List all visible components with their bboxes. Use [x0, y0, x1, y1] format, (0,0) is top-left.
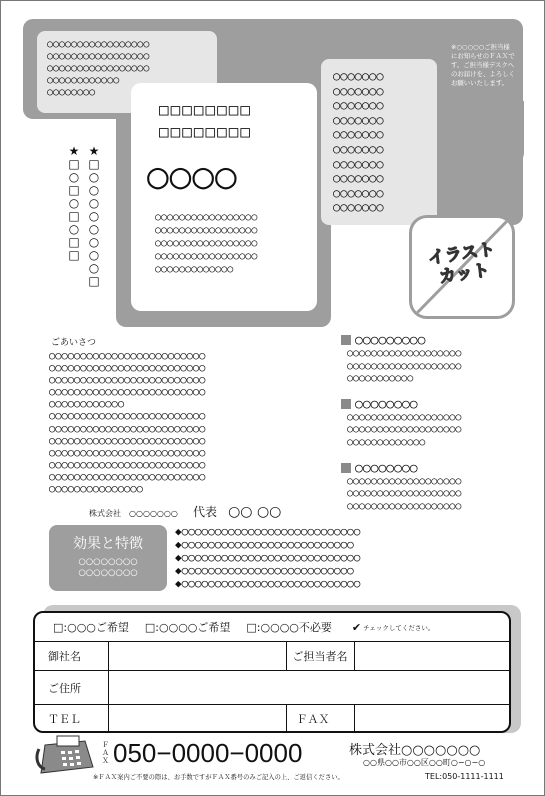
square-bullet-icon [341, 335, 351, 345]
check-note: チェックしてください。 [363, 623, 435, 632]
point-title: ○○○○○○○○ [341, 461, 531, 476]
point-title: ○○○○○○○○ [341, 397, 531, 412]
right-card [321, 59, 437, 225]
center-card [131, 83, 317, 311]
center-big-circles: ○○○○ [147, 156, 238, 197]
company-field[interactable] [108, 642, 286, 671]
footer-address: ○○県○○市○○区○○町○−○−○ [363, 758, 486, 767]
vertical-text-left: ★□○□○□○□□ [68, 144, 80, 262]
greeting-heading: ごあいさつ [51, 338, 97, 348]
person-field[interactable] [354, 642, 511, 671]
feature-item: ◆○○○○○○○○○○○○○○○○○○○○○○○○○○ [175, 564, 354, 577]
option-3-checkbox[interactable]: □:○○○○不必要 [246, 621, 332, 634]
center-card-text: ○○○○○○○○○○○○○○○○○ ○○○○○○○○○○○○○○○○○ ○○○○○○○○○○○○○○○○○ ○○○○○○○○○○○○○○○○○ ○○○○○○○○○○○○○ [155, 212, 258, 275]
greeting-signature [89, 501, 281, 520]
point-item [341, 333, 531, 386]
fax-field[interactable] [354, 705, 511, 734]
greeting-body: ○○○○○○○○○○○○○○○○○○○○○○○○○ ○○○○○○○○○○○○○○○○○○○○○○○○○ ○○○○○○○○○○○○○○○○○○○○○○○○○ ○○○○○○○○○○○○○○○○○○○○○○○○○ ○○○○○○○○○○○○ ○○○○○○○○○○○○○○○○○○○○○○○○○ ○○○○○○○○○○○○○○○○○○○○○○○○○ ○○○○○○○○○○○○○○○○○○○○○○○○○ ○○○○○○○○○○○○○○○○○○○○○○○○○ ○○○○○○○○○○○○○○○○○○○○○○○○○ ○○○○○○○○○○○○○○○○○○○○○○○○○ ○○○○○○○○○○○○○○○ [49, 350, 206, 496]
point-body: ○○○○○○○○○○○○○○○○○○○ ○○○○○○○○○○○○○○○○○○○ ○○○○○○○○○○○○○○○○○○○ [347, 475, 462, 512]
tel-field[interactable] [108, 705, 286, 734]
footer-tel: TEL:050-1111-1111 [425, 772, 504, 781]
center-squares: □□□□□□□□ □□□□□□□□ [159, 100, 253, 141]
form-table [34, 641, 511, 733]
right-card-text: ○○○○○○○ ○○○○○○○ ○○○○○○○ ○○○○○○○ ○○○○○○○ ○○○○○○○ ○○○○○○○ ○○○○○○○ ○○○○○○○ ○○○○○○○ [333, 69, 384, 215]
form-options-row [35, 613, 509, 641]
fax-number: 050−0000−0000 [113, 738, 303, 768]
features-label: 効果と特徴 [73, 536, 143, 552]
fax-label: ＦＡＸ [286, 705, 354, 734]
points-list [341, 333, 531, 513]
person-label: ご担当者名 [286, 642, 354, 671]
form-row-address [34, 671, 511, 705]
form-row-company [34, 642, 511, 671]
signature-name: ○○ ○○ [228, 504, 282, 520]
signature-rep: 代表 [192, 505, 217, 519]
signature-company: 株式会社 ○○○○○○○ [89, 509, 178, 518]
features-list [175, 525, 360, 590]
point-item [341, 461, 531, 514]
option-2-checkbox[interactable]: □:○○○○ご希望 [144, 621, 231, 634]
illustration-placeholder [409, 215, 515, 319]
option-1-checkbox[interactable]: □:○○○ご希望 [53, 621, 129, 634]
fax-vertical-label: ＦＡＸ [102, 741, 109, 765]
feature-item: ◆○○○○○○○○○○○○○○○○○○○○○○○○○○○ [175, 525, 361, 538]
fax-footer-note: ※ＦＡＸ案内ご不要の際は、お手数ですがＦＡＸ番号のみご記入の上、ご返信ください。 [93, 774, 344, 781]
company-label: 御社名 [34, 642, 108, 671]
features-sub: ○○○○○○○○ ○○○○○○○○ [78, 557, 138, 578]
fax-machine-icon [35, 735, 97, 777]
feature-item: ◆○○○○○○○○○○○○○○○○○○○○○○○○○○○ [175, 551, 361, 564]
notice-text: ※○○○○○ご担当様にお知らせのＦＡＸです。ご担当様デスクへのお届けを、よろしくお願いいたします。 [451, 43, 515, 87]
feature-item: ◆○○○○○○○○○○○○○○○○○○○○○○○○○○○ [175, 577, 361, 590]
square-bullet-icon [341, 463, 351, 473]
illustration-label: イラスト カット [426, 239, 497, 288]
tel-label: ＴＥＬ [34, 705, 108, 734]
point-body: ○○○○○○○○○○○○○○○○○○○ ○○○○○○○○○○○○○○○○○○○ ○○○○○○○○○○○○○ [347, 411, 462, 448]
form-row-tel-fax [34, 705, 511, 734]
square-bullet-icon [341, 399, 351, 409]
features-badge [49, 525, 167, 591]
vertical-text-right: ★□○○○○○○○○□ [88, 144, 100, 288]
left-card-text: ○○○○○○○○○○○○○○○○○ ○○○○○○○○○○○○○○○○○ ○○○○○○○○○○○○○○○○○ ○○○○○○○○○○○○ ○○○○○○○○ [47, 39, 150, 98]
address-label: ご住所 [34, 671, 108, 705]
point-body: ○○○○○○○○○○○○○○○○○○○ ○○○○○○○○○○○○○○○○○○○ ○○○○○○○○○○○ [347, 348, 462, 385]
address-field[interactable] [108, 671, 511, 705]
feature-item: ◆○○○○○○○○○○○○○○○○○○○○○○○○○○ [175, 538, 354, 551]
point-item [341, 397, 531, 450]
point-title: ○○○○○○○○○ [341, 333, 531, 348]
check-mark-icon: ✔ [351, 620, 362, 634]
footer-company: 株式会社○○○○○○○ [349, 743, 481, 758]
reply-form [33, 611, 511, 733]
